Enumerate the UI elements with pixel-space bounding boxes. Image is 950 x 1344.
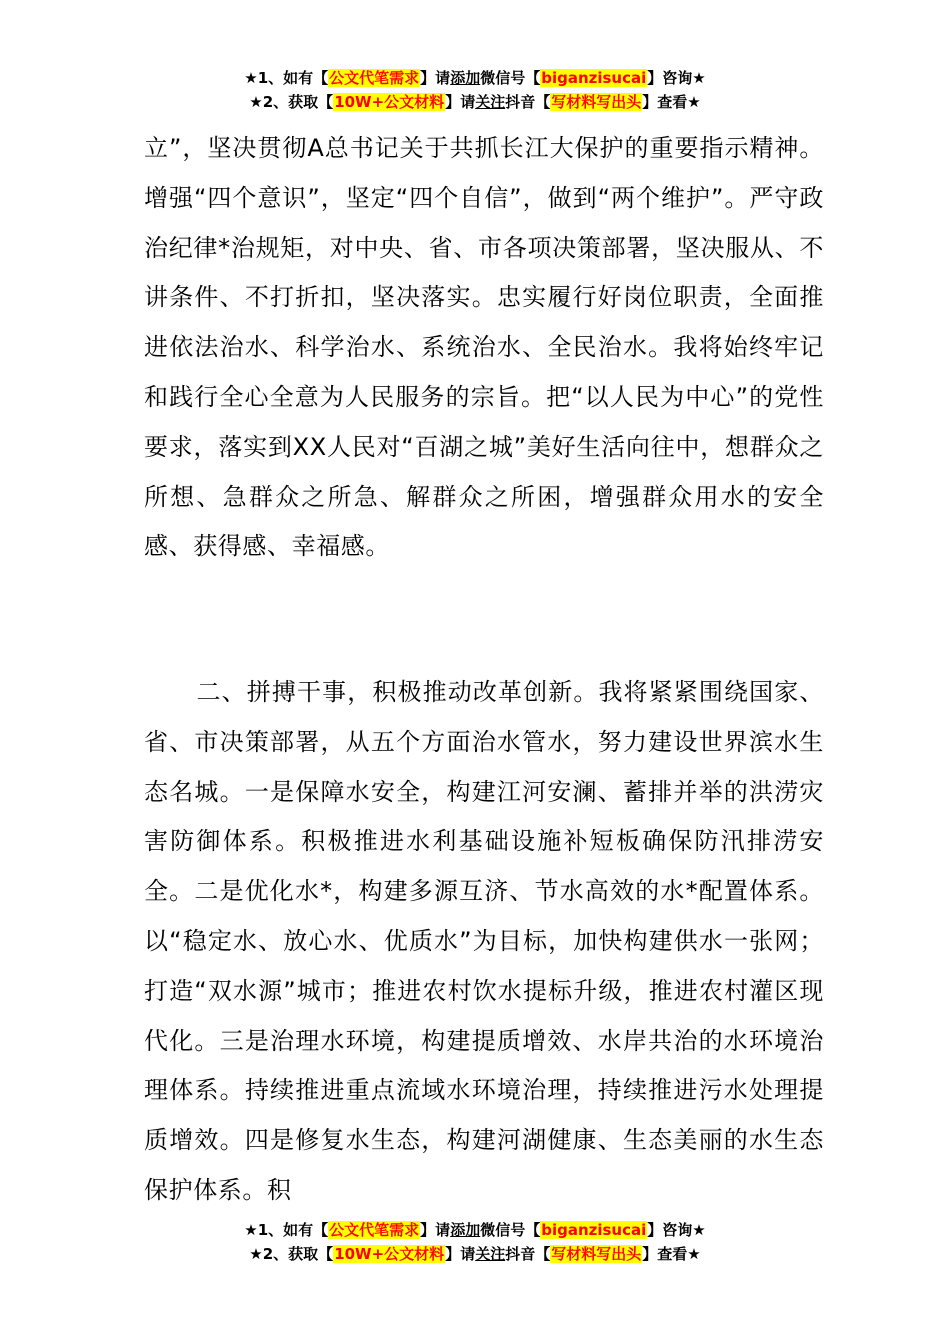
body-paragraph-2 <box>144 668 824 1216</box>
wechat-id-highlight: biganzisucai <box>541 69 647 87</box>
douyin-account-highlight: 写材料写出头 <box>551 1245 642 1263</box>
footer-banner-line2: ★2、获取【10W+公文材料】请关注抖音【写材料写出头】查看★ <box>249 1245 701 1263</box>
footer-banner-line1: ★1、如有【公文代笔需求】请添加微信号【biganzisucai】咨询★ <box>244 1221 706 1239</box>
service-highlight: 公文代笔需求 <box>329 1221 420 1239</box>
douyin-account-highlight: 写材料写出头 <box>551 93 642 111</box>
header-banner-line2: ★2、获取【10W+公文材料】请关注抖音【写材料写出头】查看★ <box>249 93 701 111</box>
body-paragraph-1: 立”，坚决贯彻A总书记关于共抓长江大保护的重要指示精神。增强“四个意识”，坚定“四个自信”，做到“两个维护”。严守政治纪律*治规矩，对中央、省、市各项决策部署，坚决服从、不讲条件、不打折扣，坚决落实。忠实履行好岗位职责，全面推进依法治水、科学治水、系统治水、全民治水。我将始终牢记和践行全心全意为人民服务的宗旨。把“以人民为中心”的党性要求，落实到XX人民对“百湖之城”美好生活向往中，想群众之所想、急群众之所急、解群众之所困，增强群众用水的安全感、获得感、幸福感。 <box>144 134 824 561</box>
header-banner-line1: ★1、如有【公文代笔需求】请添加微信号【biganzisucai】咨询★ <box>244 69 706 87</box>
wechat-id-highlight: biganzisucai <box>541 1221 647 1239</box>
service-highlight: 公文代笔需求 <box>329 69 420 87</box>
body-paragraph-2-text: 二、拼搏干事，积极推动改革创新。我将紧紧围绕国家、省、市决策部署，从五个方面治水管水，努力建设世界滨水生态名城。一是保障水安全，构建江河安澜、蓄排并举的洪涝灾害防御体系。积极推进水利基础设施补短板确保防汛排涝安全。二是优化水*，构建多源互济、节水高效的水*配置体系。以“稳定水、放心水、优质水”为目标，加快构建供水一张网；打造“双水源”城市；推进农村饮水提标升级，推进农村灌区现代化。三是治理水环境，构建提质增效、水岸共治的水环境治理体系。持续推进重点流域水环境治理，持续推进污水处理提质增效。四是修复水生态，构建河湖健康、生态美丽的水生态保护体系。积 <box>144 678 824 1204</box>
materials-highlight: 10W+公文材料 <box>334 93 445 111</box>
header-banner <box>0 66 950 114</box>
footer-banner <box>0 1218 950 1266</box>
materials-highlight: 10W+公文材料 <box>334 1245 445 1263</box>
